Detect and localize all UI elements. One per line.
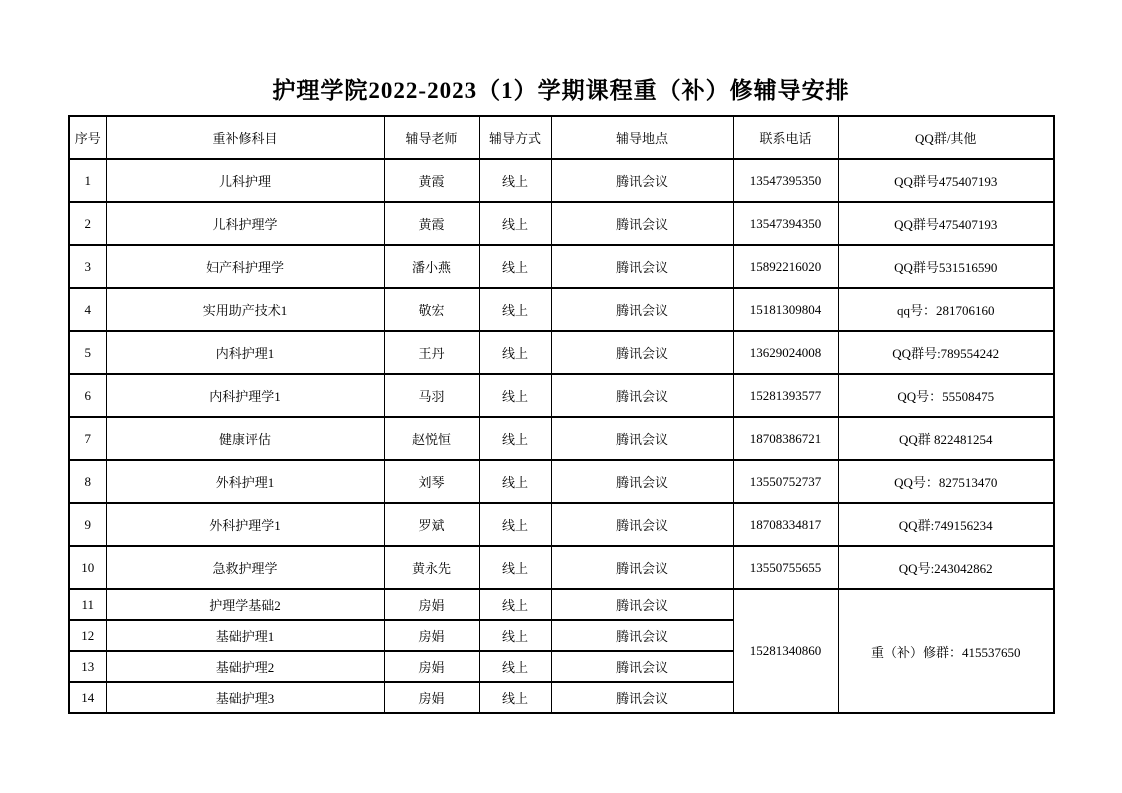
cell-location: 腾讯会议 — [551, 331, 733, 374]
cell-location: 腾讯会议 — [551, 546, 733, 589]
cell-location: 腾讯会议 — [551, 288, 733, 331]
cell-subject: 内科护理1 — [106, 331, 384, 374]
cell-subject: 儿科护理学 — [106, 202, 384, 245]
cell-mode: 线上 — [479, 546, 551, 589]
cell-teacher: 房娟 — [384, 620, 479, 651]
cell-subject: 急救护理学 — [106, 546, 384, 589]
cell-location: 腾讯会议 — [551, 589, 733, 620]
cell-teacher: 潘小燕 — [384, 245, 479, 288]
cell-qq: QQ群号475407193 — [838, 159, 1054, 202]
table-header-row — [69, 116, 1054, 159]
cell-no: 12 — [69, 620, 106, 651]
cell-teacher: 罗斌 — [384, 503, 479, 546]
cell-subject: 内科护理学1 — [106, 374, 384, 417]
header-cell-location: 辅导地点 — [551, 116, 733, 159]
cell-subject: 儿科护理 — [106, 159, 384, 202]
header-cell-mode: 辅导方式 — [479, 116, 551, 159]
cell-phone: 13550752737 — [733, 460, 838, 503]
cell-teacher: 黄霞 — [384, 159, 479, 202]
cell-mode: 线上 — [479, 374, 551, 417]
cell-no: 9 — [69, 503, 106, 546]
table-row — [69, 288, 1054, 331]
cell-mode: 线上 — [479, 245, 551, 288]
cell-phone: 13547394350 — [733, 202, 838, 245]
table-row — [69, 546, 1054, 589]
cell-qq: qq号：281706160 — [838, 288, 1054, 331]
cell-qq: QQ群 822481254 — [838, 417, 1054, 460]
cell-teacher: 黄永先 — [384, 546, 479, 589]
cell-phone: 18708386721 — [733, 417, 838, 460]
header-cell-phone: 联系电话 — [733, 116, 838, 159]
cell-subject: 外科护理1 — [106, 460, 384, 503]
cell-mode: 线上 — [479, 651, 551, 682]
cell-no: 5 — [69, 331, 106, 374]
cell-teacher: 刘琴 — [384, 460, 479, 503]
cell-phone-merged: 15281340860 — [733, 589, 838, 713]
cell-teacher: 黄霞 — [384, 202, 479, 245]
table-row — [69, 159, 1054, 202]
table-row — [69, 245, 1054, 288]
header-cell-no: 序号 — [69, 116, 106, 159]
cell-location: 腾讯会议 — [551, 202, 733, 245]
cell-location: 腾讯会议 — [551, 503, 733, 546]
cell-teacher: 房娟 — [384, 651, 479, 682]
cell-no: 8 — [69, 460, 106, 503]
cell-qq: QQ号:243042862 — [838, 546, 1054, 589]
cell-qq: QQ号：827513470 — [838, 460, 1054, 503]
table-row — [69, 417, 1054, 460]
cell-qq: QQ群:749156234 — [838, 503, 1054, 546]
cell-teacher: 房娟 — [384, 589, 479, 620]
cell-subject: 健康评估 — [106, 417, 384, 460]
cell-teacher: 赵悦恒 — [384, 417, 479, 460]
cell-phone: 13547395350 — [733, 159, 838, 202]
header-cell-teacher: 辅导老师 — [384, 116, 479, 159]
cell-teacher: 房娟 — [384, 682, 479, 713]
cell-no: 1 — [69, 159, 106, 202]
cell-phone: 15892216020 — [733, 245, 838, 288]
cell-qq: QQ群号:789554242 — [838, 331, 1054, 374]
cell-location: 腾讯会议 — [551, 159, 733, 202]
cell-mode: 线上 — [479, 503, 551, 546]
cell-mode: 线上 — [479, 682, 551, 713]
cell-subject: 基础护理3 — [106, 682, 384, 713]
cell-phone: 13629024008 — [733, 331, 838, 374]
table-row — [69, 503, 1054, 546]
cell-subject: 护理学基础2 — [106, 589, 384, 620]
cell-mode: 线上 — [479, 460, 551, 503]
cell-subject: 外科护理学1 — [106, 503, 384, 546]
cell-mode: 线上 — [479, 331, 551, 374]
cell-phone: 15181309804 — [733, 288, 838, 331]
header-cell-subject: 重补修科目 — [106, 116, 384, 159]
schedule-table — [68, 115, 1055, 714]
cell-location: 腾讯会议 — [551, 374, 733, 417]
cell-subject: 妇产科护理学 — [106, 245, 384, 288]
cell-mode: 线上 — [479, 288, 551, 331]
cell-qq: QQ群号475407193 — [838, 202, 1054, 245]
cell-subject: 实用助产技术1 — [106, 288, 384, 331]
cell-location: 腾讯会议 — [551, 682, 733, 713]
cell-no: 14 — [69, 682, 106, 713]
cell-mode: 线上 — [479, 620, 551, 651]
cell-no: 7 — [69, 417, 106, 460]
cell-qq: QQ群号531516590 — [838, 245, 1054, 288]
page-title: 护理学院2022-2023（1）学期课程重（补）修辅导安排 — [272, 78, 850, 103]
table-row — [69, 331, 1054, 374]
cell-no: 11 — [69, 589, 106, 620]
cell-no: 13 — [69, 651, 106, 682]
cell-qq-merged: 重（补）修群：415537650 — [838, 589, 1054, 713]
cell-location: 腾讯会议 — [551, 417, 733, 460]
cell-teacher: 敬宏 — [384, 288, 479, 331]
cell-subject: 基础护理1 — [106, 620, 384, 651]
cell-no: 6 — [69, 374, 106, 417]
header-cell-qq: QQ群/其他 — [838, 116, 1054, 159]
cell-phone: 15281393577 — [733, 374, 838, 417]
cell-qq: QQ号：55508475 — [838, 374, 1054, 417]
cell-location: 腾讯会议 — [551, 245, 733, 288]
cell-phone: 18708334817 — [733, 503, 838, 546]
cell-subject: 基础护理2 — [106, 651, 384, 682]
cell-mode: 线上 — [479, 589, 551, 620]
table-row — [69, 460, 1054, 503]
cell-no: 4 — [69, 288, 106, 331]
cell-teacher: 王丹 — [384, 331, 479, 374]
cell-no: 10 — [69, 546, 106, 589]
cell-mode: 线上 — [479, 202, 551, 245]
cell-no: 2 — [69, 202, 106, 245]
cell-location: 腾讯会议 — [551, 651, 733, 682]
cell-location: 腾讯会议 — [551, 460, 733, 503]
table-row — [69, 374, 1054, 417]
cell-phone: 13550755655 — [733, 546, 838, 589]
cell-no: 3 — [69, 245, 106, 288]
table-row — [69, 202, 1054, 245]
cell-teacher: 马羽 — [384, 374, 479, 417]
cell-mode: 线上 — [479, 159, 551, 202]
table-row — [69, 589, 1054, 620]
cell-mode: 线上 — [479, 417, 551, 460]
cell-location: 腾讯会议 — [551, 620, 733, 651]
